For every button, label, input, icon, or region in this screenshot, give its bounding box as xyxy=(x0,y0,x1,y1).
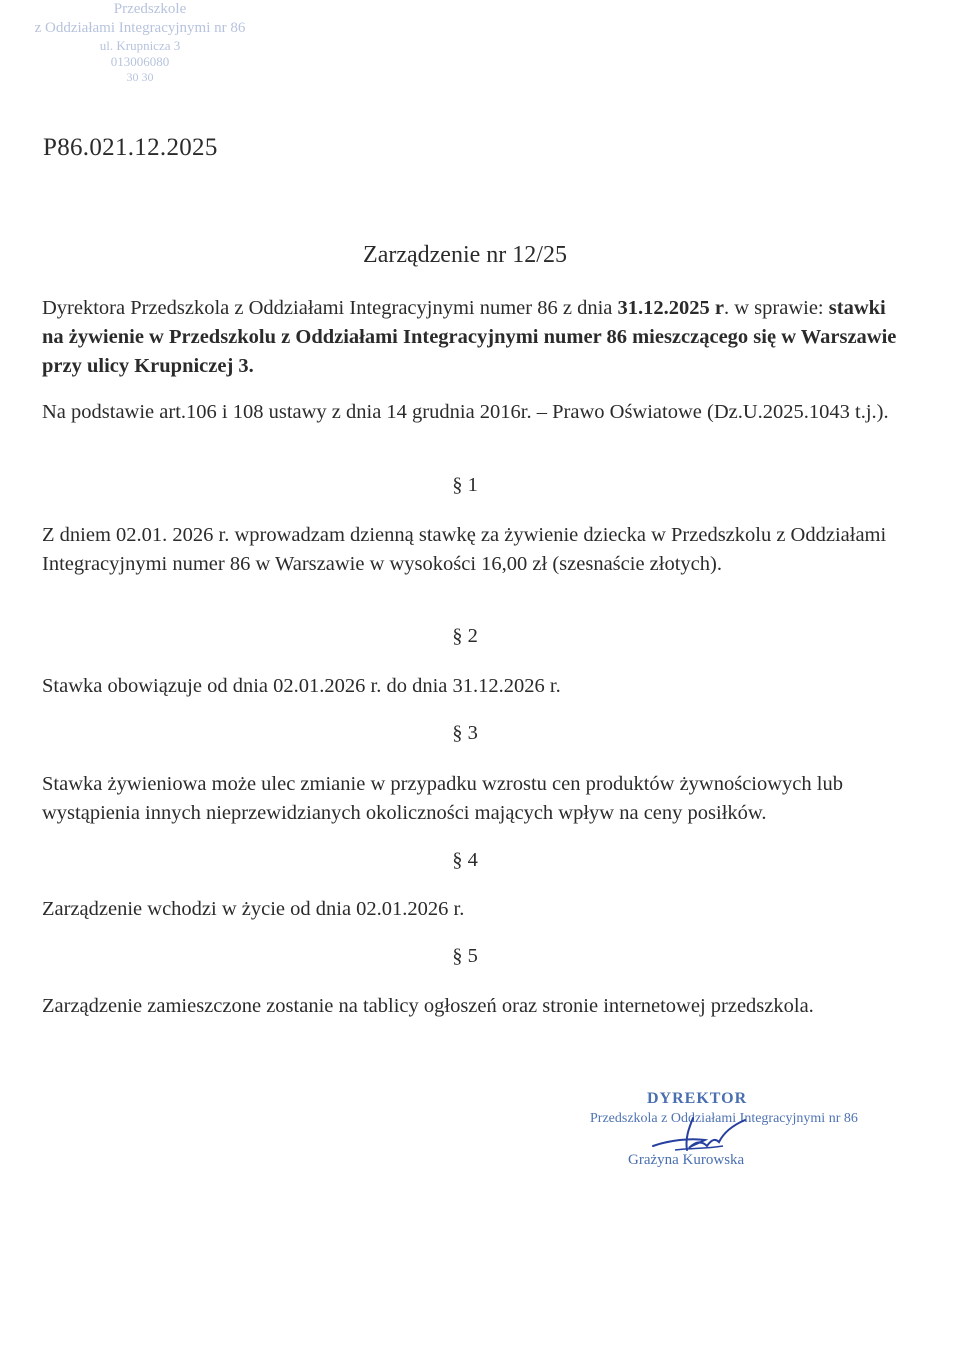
section-text: Zarządzenie zamieszczone zostanie na tablicy ogłoszeń oraz stronie internetowej przedszkola. xyxy=(42,995,814,1017)
stamp-line: ul. Krupnicza 3 xyxy=(99,38,181,53)
stamp-line: 013006080 xyxy=(110,54,170,69)
intro-text-2: . w sprawie: xyxy=(724,297,829,319)
document-title: Zarządzenie nr 12/25 xyxy=(363,242,567,268)
section-text: Stawka żywieniowa może ulec zmianie w przypadku wzrostu cen produktów żywnościowych lub wystąpienia innych nieprzewidzianych okoliczności mających wpływ na ceny posiłków. xyxy=(42,773,843,824)
stamp-line: 30 30 xyxy=(126,70,154,84)
stamp-line: z Oddziałami Integracyjnymi nr 86 xyxy=(34,20,246,36)
signature-institution: Przedszkola z Oddziałami Integracyjnymi nr 86 xyxy=(590,1111,858,1126)
section-text: Stawka obowiązuje od dnia 02.01.2026 r. do dnia 31.12.2026 r. xyxy=(42,675,561,697)
section-heading: § 2 xyxy=(452,625,478,647)
section-heading: § 5 xyxy=(452,945,478,967)
section-heading: § 3 xyxy=(452,722,478,744)
intro-subject: stawki na żywienie w Przedszkolu z Oddziałami Integracyjnymi numer 86 mieszczącego się w Warszawie przy ulicy Krupniczej 3. xyxy=(42,297,897,377)
intro-text: Dyrektora Przedszkola z Oddziałami Integracyjnymi numer 86 z dnia xyxy=(42,297,618,319)
stamp-line: Przedszkole xyxy=(113,1,187,17)
section-text: Zarządzenie wchodzi w życie od dnia 02.01.2026 r. xyxy=(42,898,465,920)
signature-stamp xyxy=(585,1088,858,1183)
intro-date: 31.12.2025 r xyxy=(617,297,724,319)
section-heading: § 1 xyxy=(452,474,478,496)
section-text: Z dniem 02.01. 2026 r. wprowadzam dzienną stawkę za żywienie dziecka w Przedszkolu z Oddziałami Integracyjnymi numer 86 w Warszawie w wysokości 16,00 zł (szesnaście złotych). xyxy=(42,524,887,575)
legal-basis: Na podstawie art.106 i 108 ustawy z dnia 14 grudnia 2016r. – Prawo Oświatowe (Dz.U.2025.1043 t.j.). xyxy=(42,401,889,423)
signature-title: DYREKTOR xyxy=(647,1090,748,1107)
section-heading: § 4 xyxy=(452,849,478,871)
reference-number: P86.021.12.2025 xyxy=(43,134,218,161)
intro-paragraph xyxy=(42,294,902,381)
signature-name: Grażyna Kurowska xyxy=(628,1152,745,1168)
institution-stamp xyxy=(0,0,280,100)
